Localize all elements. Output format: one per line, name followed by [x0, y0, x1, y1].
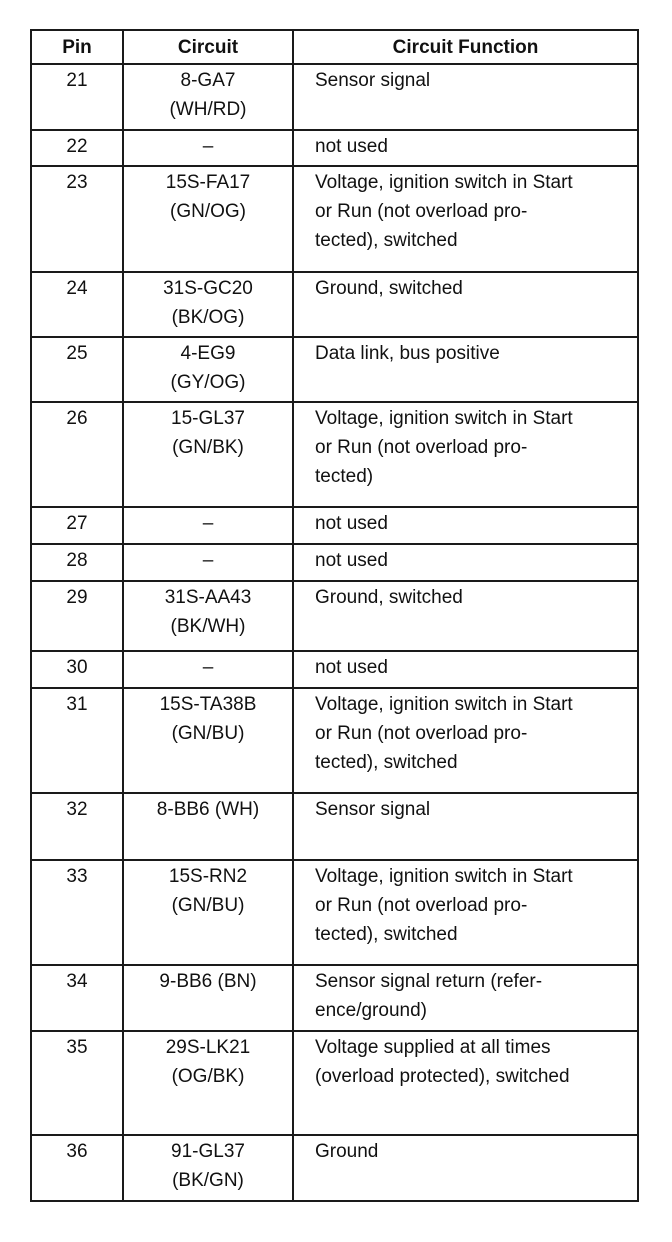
table-row [31, 337, 638, 402]
table-row [31, 544, 638, 581]
pin-cell: 29 [31, 581, 123, 651]
function-cell: not used [293, 130, 638, 166]
function-cell: Sensor signal [293, 793, 638, 860]
circuit-cell: 31S-AA43 (BK/WH) [123, 581, 293, 651]
header-pin: Pin [31, 30, 123, 64]
circuit-cell: 15S-RN2 (GN/BU) [123, 860, 293, 965]
table-row [31, 64, 638, 130]
function-cell: Voltage, ignition switch in Start or Run (not overload pro- tected), switched [293, 860, 638, 965]
function-cell: not used [293, 507, 638, 544]
pin-cell: 36 [31, 1135, 123, 1201]
table-row [31, 688, 638, 793]
circuit-cell: 15S-FA17 (GN/OG) [123, 166, 293, 272]
table-row [31, 793, 638, 860]
pin-cell: 21 [31, 64, 123, 130]
table-row [31, 402, 638, 507]
circuit-cell: 4-EG9 (GY/OG) [123, 337, 293, 402]
circuit-cell: – [123, 507, 293, 544]
function-cell: Sensor signal [293, 64, 638, 130]
circuit-cell: 8-GA7 (WH/RD) [123, 64, 293, 130]
function-cell: Ground, switched [293, 272, 638, 337]
pin-cell: 35 [31, 1031, 123, 1135]
table-row [31, 272, 638, 337]
function-cell: Voltage, ignition switch in Start or Run (not overload pro- tected), switched [293, 166, 638, 272]
pin-cell: 26 [31, 402, 123, 507]
circuit-cell: – [123, 651, 293, 688]
circuit-cell: 29S-LK21 (OG/BK) [123, 1031, 293, 1135]
pin-cell: 34 [31, 965, 123, 1031]
circuit-cell: 91-GL37 (BK/GN) [123, 1135, 293, 1201]
function-cell: not used [293, 651, 638, 688]
pin-cell: 32 [31, 793, 123, 860]
header-circuit-function: Circuit Function [293, 30, 638, 64]
table-row [31, 1135, 638, 1201]
circuit-cell: – [123, 130, 293, 166]
table-row [31, 965, 638, 1031]
pin-cell: 31 [31, 688, 123, 793]
pin-cell: 23 [31, 166, 123, 272]
function-cell: Ground, switched [293, 581, 638, 651]
table-row [31, 860, 638, 965]
function-cell: Sensor signal return (refer- ence/ground) [293, 965, 638, 1031]
pin-cell: 25 [31, 337, 123, 402]
circuit-cell: – [123, 544, 293, 581]
function-cell: Ground [293, 1135, 638, 1201]
table-header-row [31, 30, 638, 64]
pin-circuit-table [30, 29, 639, 1202]
table-row [31, 507, 638, 544]
circuit-cell: 15S-TA38B (GN/BU) [123, 688, 293, 793]
pin-cell: 22 [31, 130, 123, 166]
table-row [31, 130, 638, 166]
function-cell: not used [293, 544, 638, 581]
circuit-cell: 9-BB6 (BN) [123, 965, 293, 1031]
pin-cell: 33 [31, 860, 123, 965]
function-cell: Voltage, ignition switch in Start or Run (not overload pro- tected) [293, 402, 638, 507]
circuit-cell: 15-GL37 (GN/BK) [123, 402, 293, 507]
function-cell: Voltage supplied at all times (overload protected), switched [293, 1031, 638, 1135]
circuit-cell: 8-BB6 (WH) [123, 793, 293, 860]
table-row [31, 166, 638, 272]
pin-cell: 27 [31, 507, 123, 544]
table-row [31, 581, 638, 651]
circuit-cell: 31S-GC20 (BK/OG) [123, 272, 293, 337]
pin-cell: 24 [31, 272, 123, 337]
pin-cell: 28 [31, 544, 123, 581]
pin-cell: 30 [31, 651, 123, 688]
function-cell: Data link, bus positive [293, 337, 638, 402]
table-row [31, 651, 638, 688]
table-row [31, 1031, 638, 1135]
header-circuit: Circuit [123, 30, 293, 64]
function-cell: Voltage, ignition switch in Start or Run (not overload pro- tected), switched [293, 688, 638, 793]
